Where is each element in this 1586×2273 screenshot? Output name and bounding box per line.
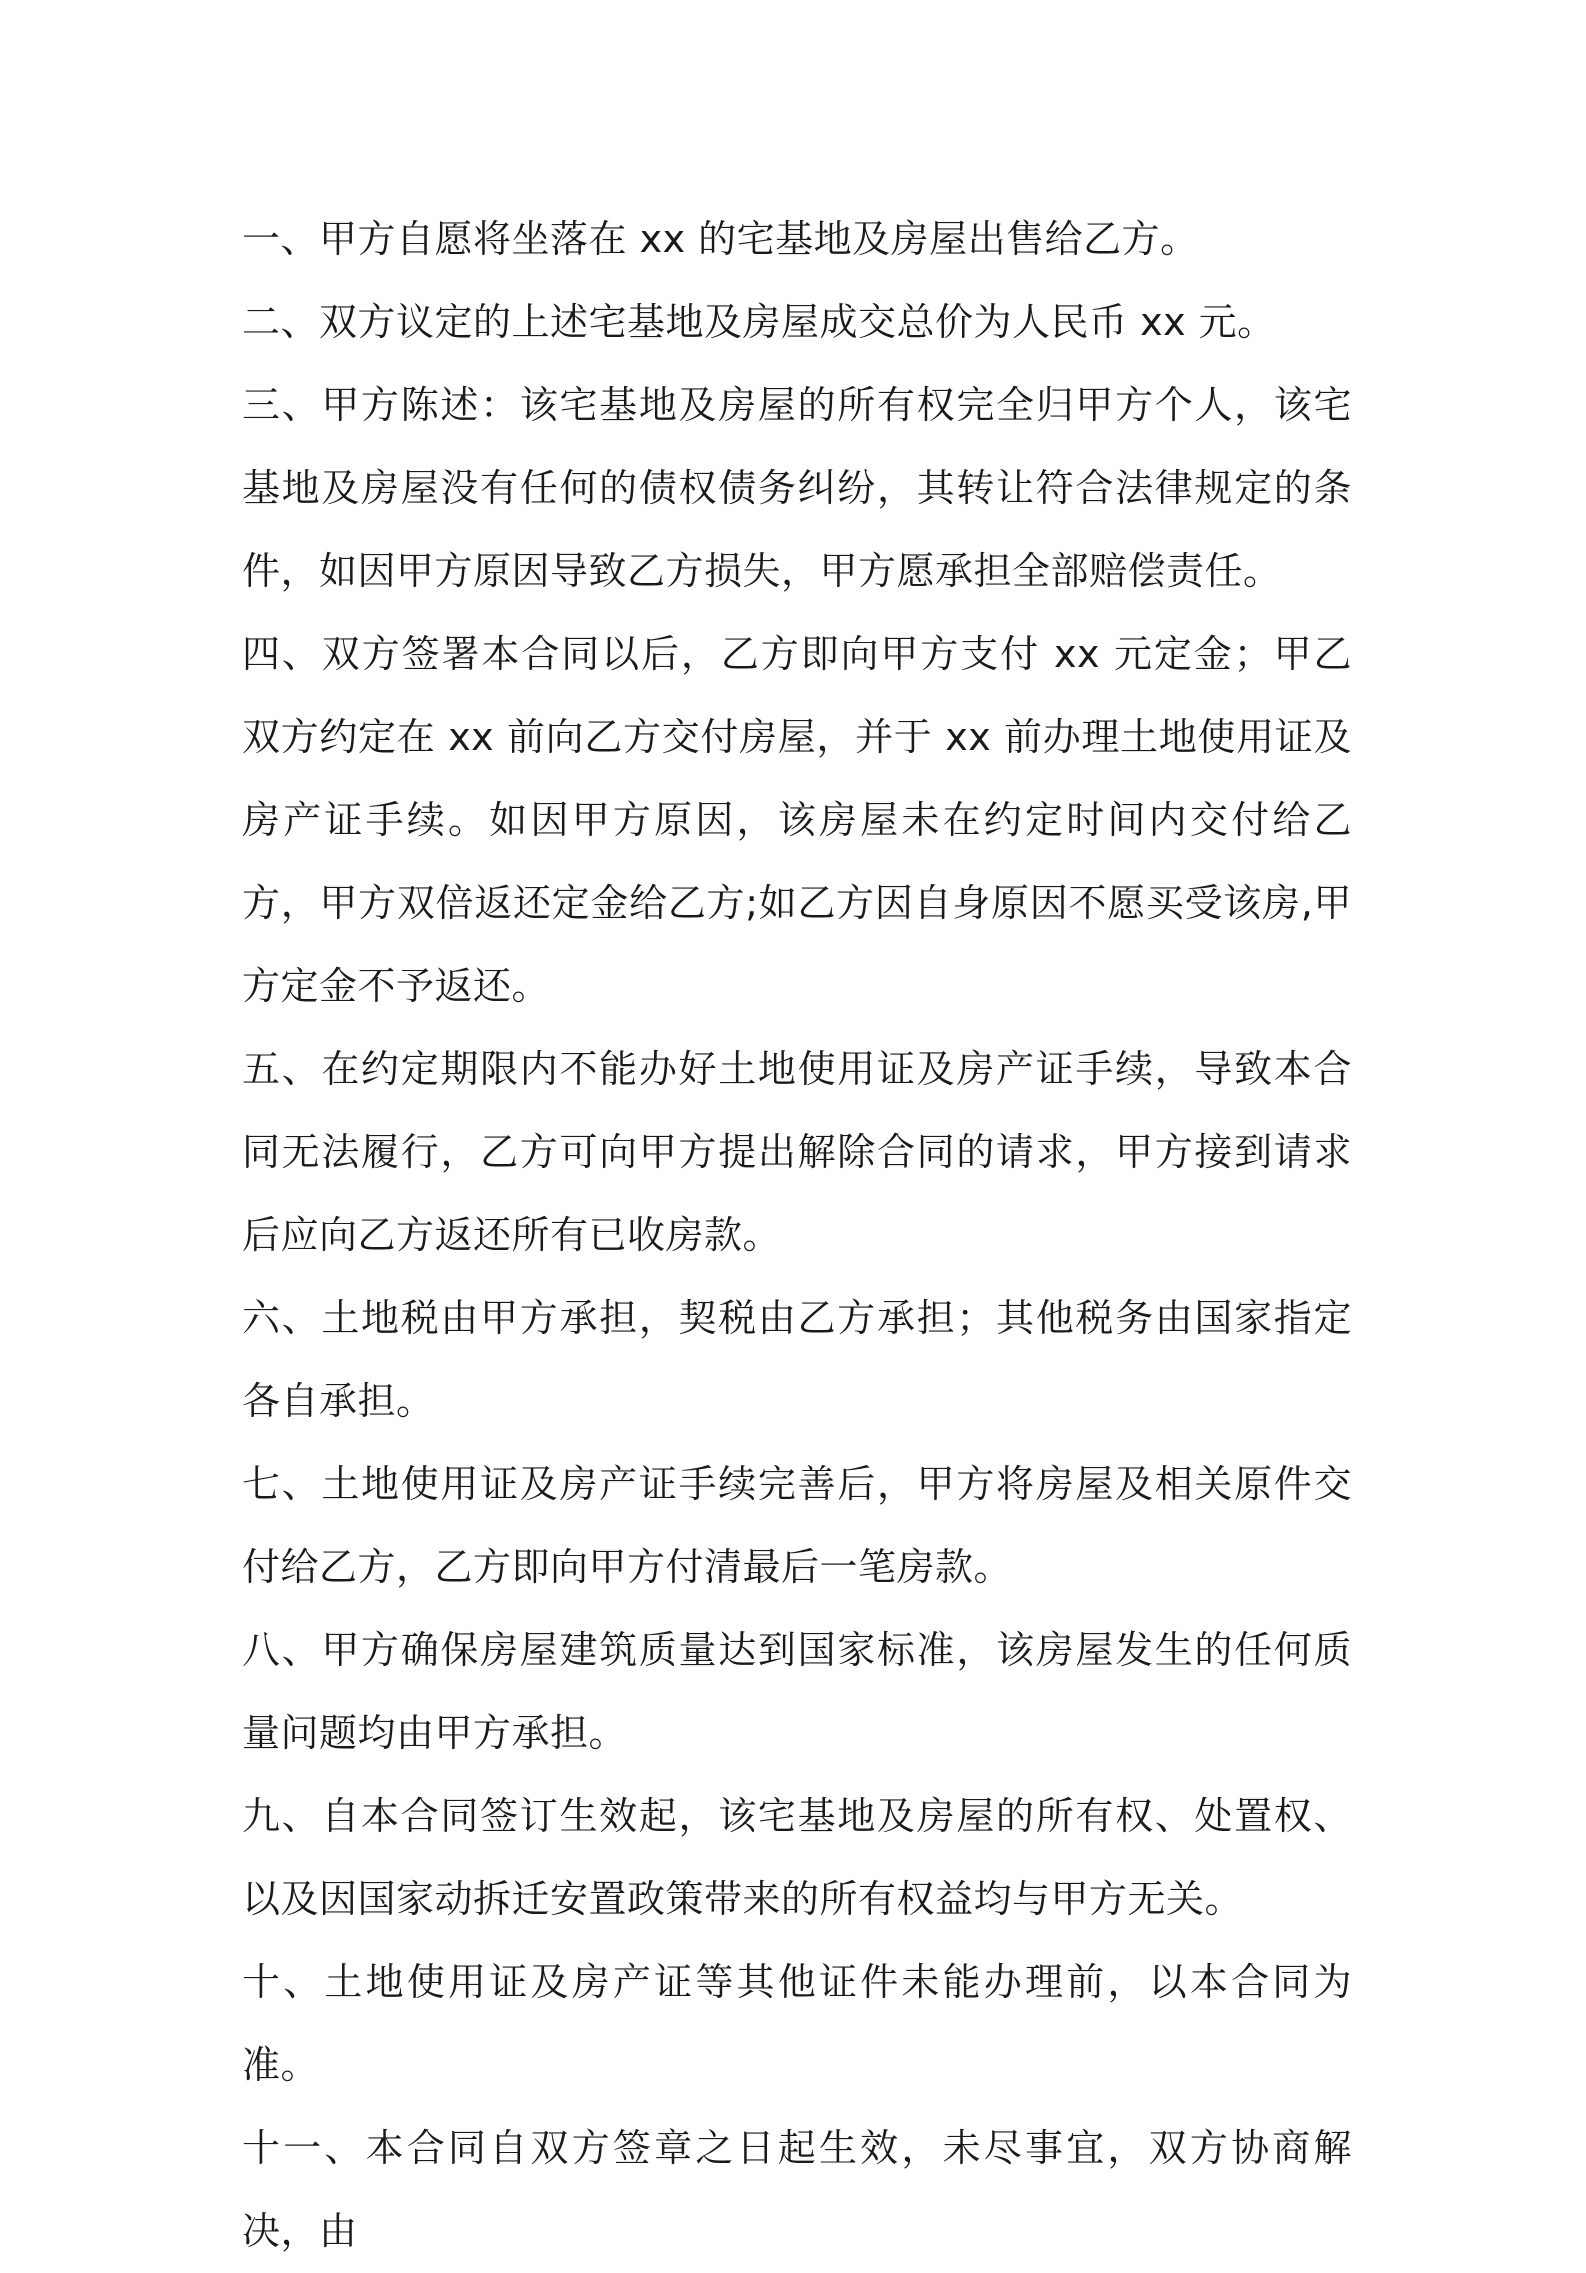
clause-5: 五、在约定期限内不能办好土地使用证及房产证手续，导致本合同无法履行，乙方可向甲方提出解除合同的请求，甲方接到请求后应向乙方返还所有已收房款。 — [242, 1047, 1352, 1257]
clause-4: 四、双方签署本合同以后，乙方即向甲方支付 xx 元定金；甲乙双方约定在 xx 前向乙方交付房屋，并于 xx 前办理土地使用证及房产证手续。如因甲方原因，该房屋未在约定时间内交付给乙方，甲方双倍返还定金给乙方;如乙方因自身原因不愿买受该房,甲方定金不予返还。 — [242, 632, 1352, 1008]
clause-9: 九、自本合同签订生效起，该宅基地及房屋的所有权、处置权、以及因国家动拆迁安置政策带来的所有权益均与甲方无关。 — [242, 1794, 1352, 1921]
clause-3: 三、甲方陈述：该宅基地及房屋的所有权完全归甲方个人，该宅基地及房屋没有任何的债权债务纠纷，其转让符合法律规定的条件，如因甲方原因导致乙方损失，甲方愿承担全部赔偿责任。 — [242, 383, 1352, 593]
clause-7: 七、土地使用证及房产证手续完善后，甲方将房屋及相关原件交付给乙方，乙方即向甲方付清最后一笔房款。 — [242, 1462, 1352, 1589]
clause-6: 六、土地税由甲方承担，契税由乙方承担；其他税务由国家指定各自承担。 — [242, 1296, 1352, 1423]
contract-clauses — [242, 198, 1352, 2273]
clause-2: 二、双方议定的上述宅基地及房屋成交总价为人民币 xx 元。 — [242, 300, 1276, 344]
clause-11: 十一、本合同自双方签章之日起生效，未尽事宜，双方协商解决，由 — [242, 2126, 1352, 2253]
clause-1: 一、甲方自愿将坐落在 xx 的宅基地及房屋出售给乙方。 — [242, 217, 1199, 261]
clause-10: 十、土地使用证及房产证等其他证件未能办理前，以本合同为准。 — [242, 1960, 1352, 2087]
clause-8: 八、甲方确保房屋建筑质量达到国家标准，该房屋发生的任何质量问题均由甲方承担。 — [242, 1628, 1352, 1755]
